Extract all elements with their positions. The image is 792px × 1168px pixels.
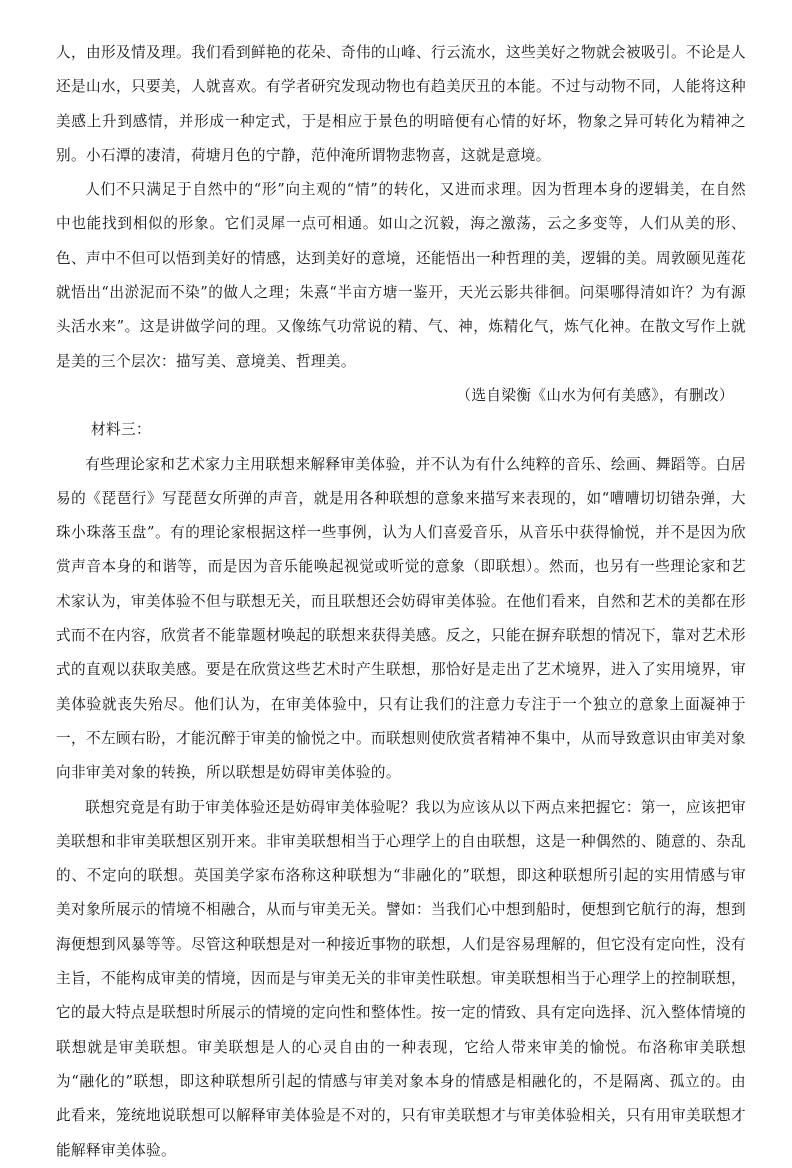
source-citation: （选自梁衡《山水为何有美感》，有删改） bbox=[456, 386, 734, 404]
paragraph-association-debate: 有些理论家和艺术家力主用联想来解释审美体验，并不认为有什么纯粹的音乐、绘画、舞蹈等。白居易的《琵琶行》写琵琶女所弹的声音，就是用各种联想的意象来描写来表现的，如“嘈嘈切切错杂弹，大珠小珠落玉盘”。有的理论家根据这样一些事例，认为人们喜爱音乐，从音乐中获得愉悦，并不是因为欣赏声音本身的和谐等，而是因为音乐能唤起视觉或听觉的意象（即联想）。然而，也另有一些理论家和艺术家认为，审美体验不但与联想无关，而且联想还会妨碍审美体验。在他们看来，自然和艺术的美都在形式而不在内容，欣赏者不能靠题材唤起的联想来获得美感。反之，只能在摒弃联想的情况下，靠对艺术形式的直观以获取美感。要是在欣赏这些艺术时产生联想，那恰好是走出了艺术境界，进入了实用境界，审美体验就丧失殆尽。他们认为，在审美体验中，只有让我们的注意力专注于一个独立的意象上面凝神于一，不左顾右盼，才能沉醉于审美的愉悦之中。而联想则使欣赏者精神不集中，从而导致意识由审美对象向非审美对象的转换，所以联想是妨碍审美体验的。 bbox=[56, 455, 746, 782]
paragraph-philosophy: 人们不只满足于自然中的“形”向主观的“情”的转化，又进而求理。因为哲理本身的逻辑美，在自然中也能找到相似的形象。它们灵犀一点可相通。如山之沉毅，海之激荡，云之多变等，人们从美的形、色、声中不但可以悟到美好的情感，达到美好的意境，还能悟出一种哲理的美，逻辑的美。周敦颐见莲花就悟出“出淤泥而不染”的做人之理；朱熹“半亩方塘一鉴开，天光云影共徘徊。问渠哪得清如许？为有源头活水来”。这是讲做学问的理。又像练气功常说的精、气、神，炼精化气，炼气化神。在散文写作上就是美的三个层次：描写美、意境美、哲理美。 bbox=[56, 181, 746, 370]
paragraph-continued: 人，由形及情及理。我们看到鲜艳的花朵、奇伟的山峰、行云流水，这些美好之物就会被吸引。不论是人还是山水，只要美，人就喜欢。有学者研究发现动物也有趋美厌丑的本能。不过与动物不同，人能将这种美感上升到感情，并形成一种定式，于是相应于景色的明暗便有心情的好坏，物象之异可转化为精神之别。小石潭的凄清，荷塘月色的宁静，范仲淹所谓物悲物喜，这就是意境。 bbox=[56, 44, 746, 164]
document-page bbox=[56, 36, 746, 1168]
paragraph-aesthetic-association: 联想究竟是有助于审美体验还是妨碍审美体验呢？我以为应该从以下两点来把握它：第一，应该把审美联想和非审美联想区别开来。非审美联想相当于心理学上的自由联想，这是一种偶然的、随意的、杂乱的、不定向的联想。英国美学家布洛称这种联想为“非融化的”联想，即这种联想所引起的实用情感与审美对象所展示的情境不相融合，从而与审美无关。譬如：当我们心中想到船时，便想到它航行的海，想到海便想到风暴等等。尽管这种联想是对一种接近事物的联想，人们是容易理解的，但它没有定向性，没有主旨，不能构成审美的情境，因而是与审美无关的非审美性联想。审美联想相当于心理学上的控制联想，它的最大特点是联想时所展示的情境的定向性和整体性。按一定的情致、具有定向选择、沉入整体情境的联想就是审美联想。审美联想是人的心灵自由的一种表现，它给人带来审美的愉悦。布洛称审美联想为“融化的”联想，即这种联想所引起的情感与审美对象本身的情感是相融化的，不是隔离、孤立的。由此看来，笼统地说联想可以解释审美体验是不对的，只有审美联想才与审美体验相关，只有用审美联想才能解释审美体验。 bbox=[56, 798, 746, 1159]
section-label-material-three: 材料三： bbox=[91, 421, 152, 439]
